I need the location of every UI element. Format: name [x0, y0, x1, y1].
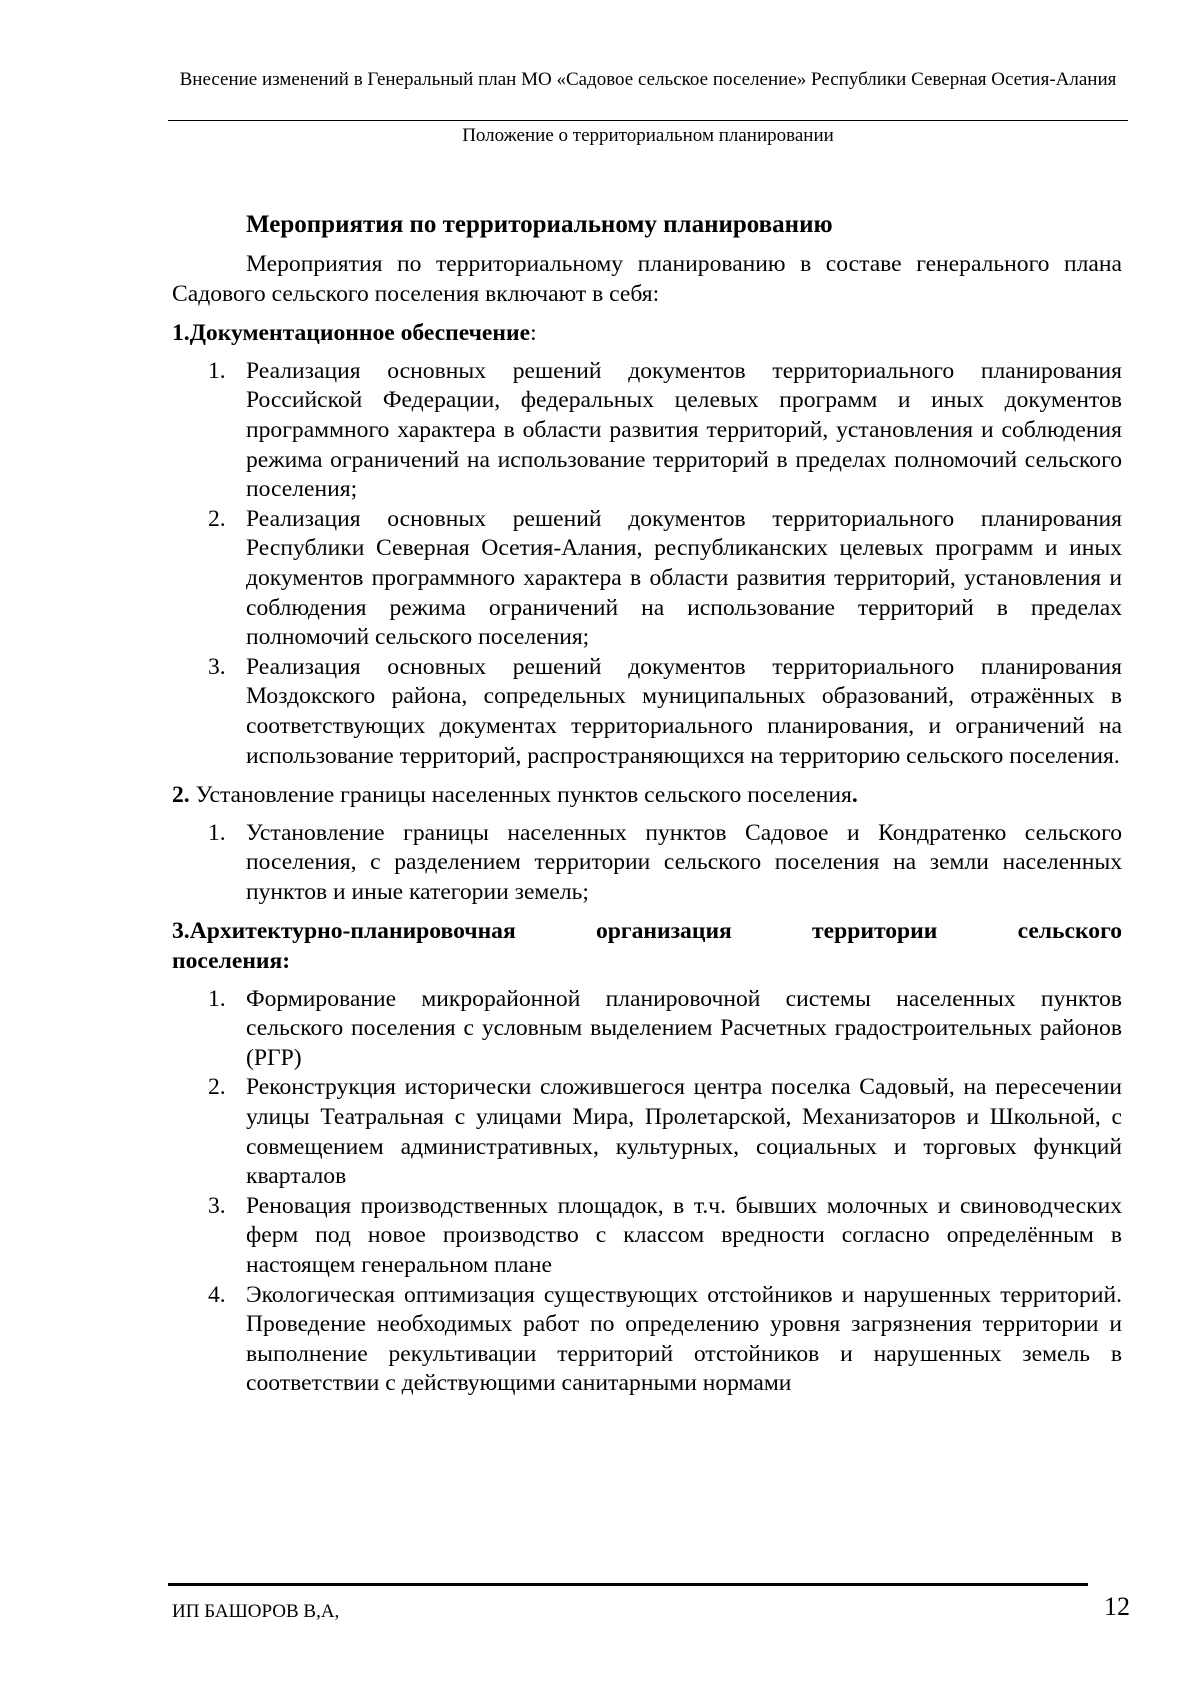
header-divider: [168, 120, 1128, 121]
list-item-text: Экологическая оптимизация существующих отстойников и нарушенных территорий. Проведение необходимых работ по определению уровня загрязнения территории и выполнение рекультивации территорий отстойников и нарушенных земель в соответствии с действующими санитарными нормами: [246, 1281, 1122, 1397]
list-item: [172, 357, 1122, 505]
section-3-heading-line2: поселения:: [172, 948, 291, 975]
section-3-heading-line1: 3.Архитектурно-планировочная организация территории сельского: [172, 918, 1122, 945]
list-item: [172, 985, 1122, 1074]
list-item-text: Реализация основных решений документов территориального планирования Республики Северная Осетия-Алания, республиканских целевых программ и иных документов программного характера в области развития территорий, установления и соблюдения режима ограничений на использование территорий в пределах полномочий сельского поселения;: [246, 505, 1122, 651]
list-item: [172, 1281, 1122, 1399]
footer-author: ИП БАШОРОВ В,А,: [172, 1601, 340, 1622]
section-2-heading: [172, 781, 1122, 811]
list-item-text: Установление границы населенных пунктов Садовое и Кондратенко сельского поселения, с разделением территории сельского поселения на земли населенных пунктов и иные категории земель;: [246, 819, 1122, 905]
list-item: [172, 1073, 1122, 1191]
page-body: [172, 208, 1122, 1407]
section-3-list: [172, 985, 1122, 1399]
list-item-number: 2.: [208, 505, 226, 532]
list-item: [172, 819, 1122, 908]
list-item: [172, 1192, 1122, 1281]
section-1-heading-text: 1.Документационное обеспечение: [172, 320, 531, 347]
list-item-text: Реновация производственных площадок, в т.ч. бывших молочных и свиноводческих ферм под новое производство с классом вредности согласно определённым в настоящем генеральном плане: [246, 1192, 1122, 1278]
section-2-number: 2.: [172, 782, 190, 809]
section-1-heading-suffix: :: [530, 320, 537, 347]
running-header-title: Внесение изменений в Генеральный план МО «Садовое сельское поселение» Республики Северная Осетия-Алания: [179, 69, 1117, 90]
section-2-heading-text: Установление границы населенных пунктов сельского поселения: [189, 782, 852, 809]
list-item-number: 1.: [208, 985, 226, 1012]
list-item-number: 4.: [208, 1281, 226, 1308]
intro-paragraph: Мероприятия по территориальному планированию в составе генерального плана Садового сельского поселения включают в себя:: [172, 251, 1122, 307]
list-item-text: Реконструкция исторически сложившегося центра поселка Садовый, на пересечении улицы Театральная с улицами Мира, Пролетарской, Механизаторов и Школьной, с совмещением административных, культурных, социальных и торговых функций кварталов: [246, 1074, 1122, 1190]
list-item-text: Формирование микрорайонной планировочной системы населенных пунктов сельского поселения с условным выделением Расчетных градостроительных районов (РГР): [246, 985, 1122, 1071]
list-item-number: 3.: [208, 653, 226, 680]
list-item-number: 3.: [208, 1192, 226, 1219]
list-item-text: Реализация основных решений документов территориального планирования Российской Федерации, федеральных целевых программ и иных документов программного характера в области развития территорий, установления и соблюдения режима ограничений на использование территорий в пределах полномочий сельского поселения;: [246, 357, 1122, 503]
section-3-heading: [172, 917, 1122, 976]
list-item-text: Реализация основных решений документов территориального планирования Моздокского района, сопредельных муниципальных образований, отражённых в соответствующих документах территориального планирования, и ограничений на использование территорий, распространяющихся на территорию сельского поселения.: [246, 653, 1122, 769]
list-item-number: 1.: [208, 357, 226, 384]
section-2-list: [172, 819, 1122, 908]
list-item: [172, 505, 1122, 653]
list-item: [172, 653, 1122, 771]
list-item-number: 2.: [208, 1074, 226, 1101]
section-1-list: [172, 357, 1122, 771]
section-2-heading-suffix: .: [851, 782, 858, 809]
footer-divider: [168, 1583, 1088, 1586]
list-item-number: 1.: [208, 819, 226, 846]
section-title: Мероприятия по территориальному планированию: [246, 211, 833, 238]
running-header-subtitle: Положение о территориальном планировании: [462, 125, 834, 146]
section-1-heading: [172, 319, 1122, 349]
page-number: 12: [1104, 1592, 1130, 1621]
